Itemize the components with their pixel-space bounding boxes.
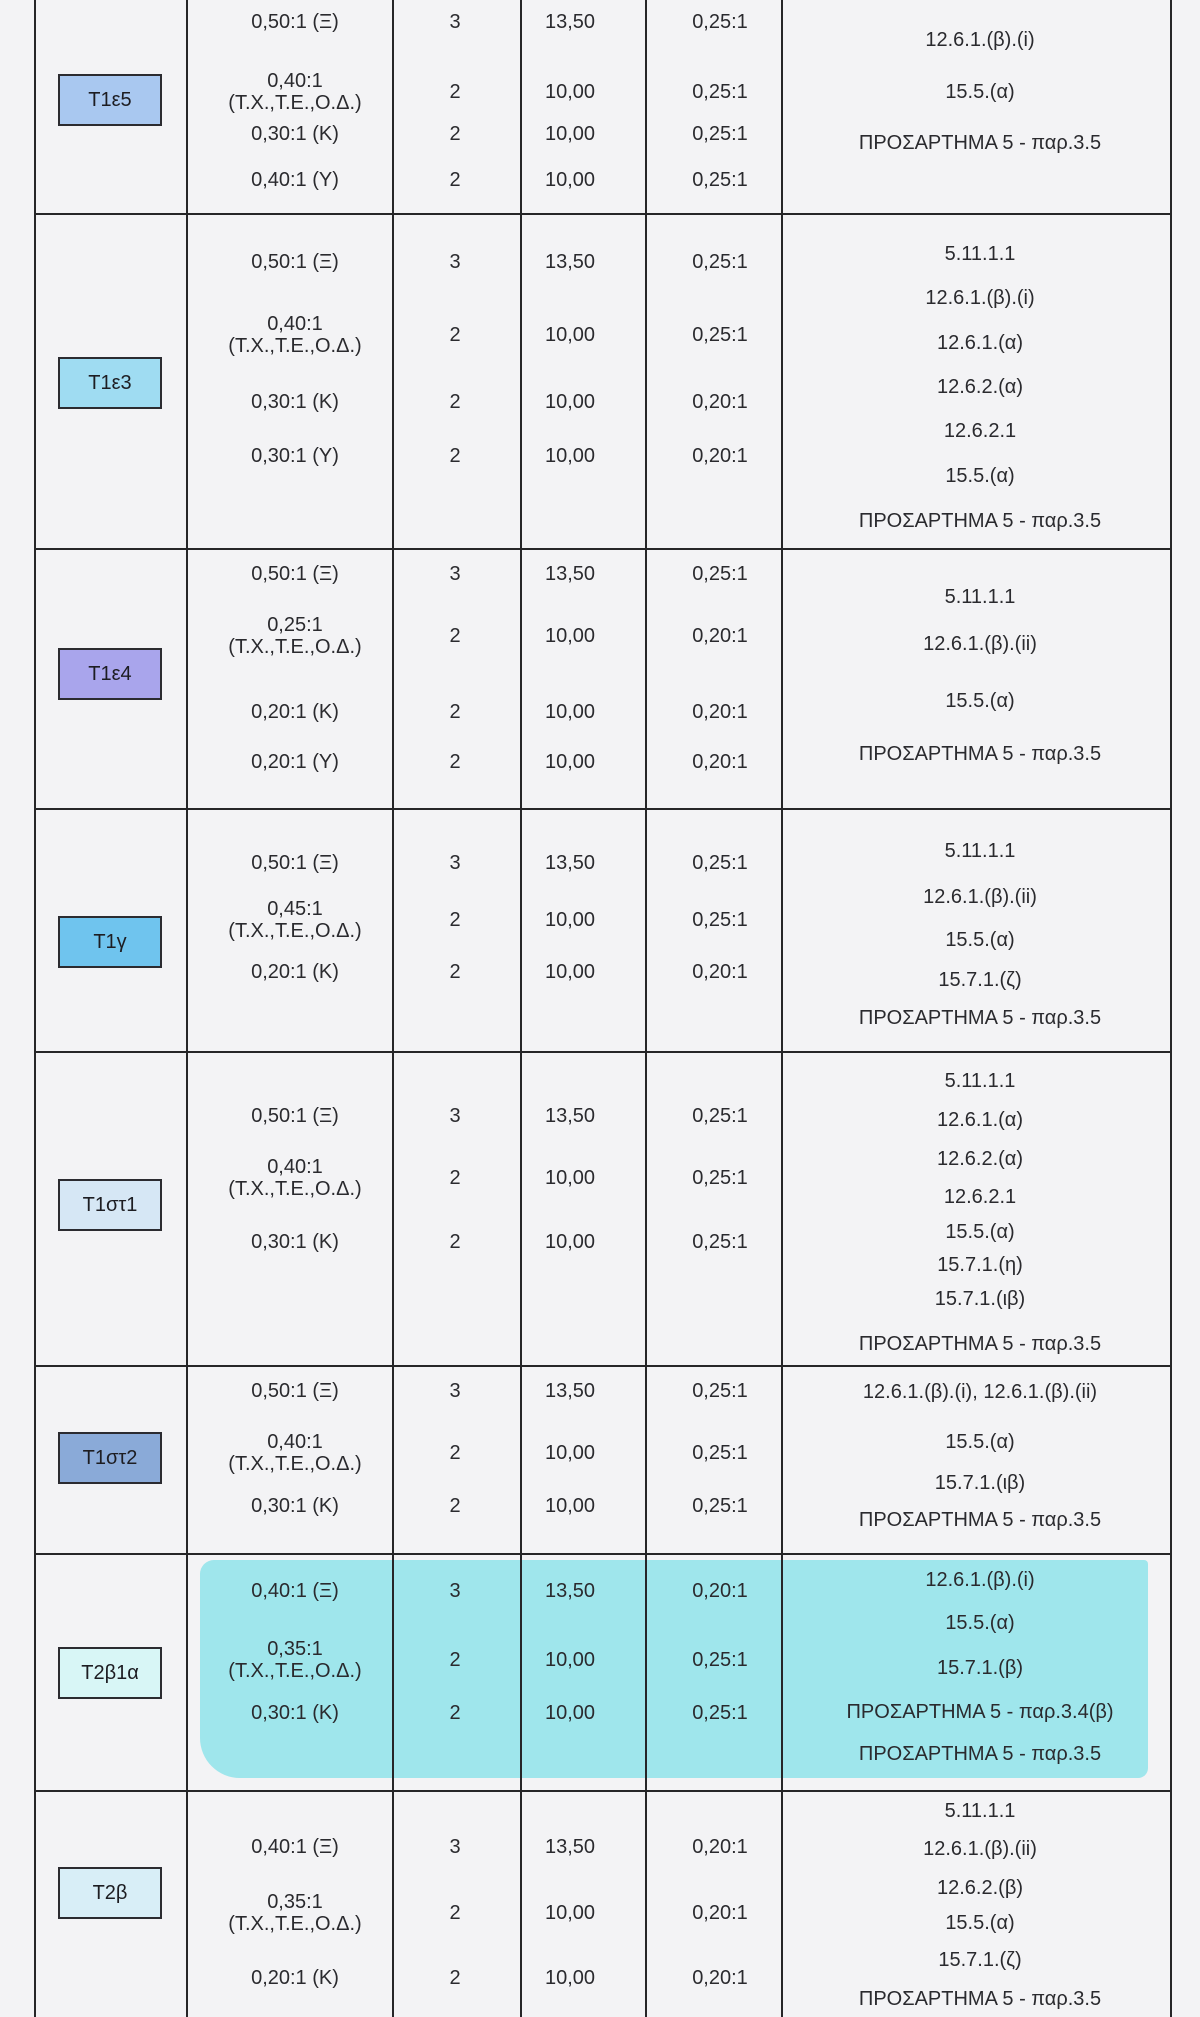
floors-value: 2: [449, 1902, 461, 1924]
coverage-value: 0,20:1: [692, 701, 748, 723]
reference-item: 5.11.1.1: [944, 586, 1016, 608]
coverage-value: 0,25:1: [692, 251, 748, 273]
ratio-value: 0,35:1: [267, 1891, 323, 1913]
ratio-note: (Τ.Χ.,Τ.Ε.,Ο.Δ.): [228, 335, 362, 357]
row-divider: [34, 548, 1172, 550]
reference-item: 12.6.1.(β).(ii): [923, 633, 1037, 655]
reference-item: 15.5.(α): [945, 929, 1015, 951]
reference-item: 12.6.2.1: [943, 420, 1017, 442]
reference-item: 12.6.1.(β).(i), 12.6.1.(β).(ii): [862, 1381, 1098, 1403]
zone-code-box: Τ1στ2: [58, 1432, 162, 1484]
reference-item: 12.6.2.(β): [937, 1877, 1023, 1899]
zone-code-box: Τ2β1α: [58, 1647, 162, 1699]
reference-item: 12.6.1.(α): [936, 1109, 1024, 1131]
height-value: 10,00: [544, 123, 596, 145]
reference-item: 5.11.1.1: [944, 243, 1016, 265]
ratio-value: 0,25:1: [267, 614, 323, 636]
ratio-value: 0,50:1 (Ξ): [251, 563, 339, 585]
coverage-value: 0,25:1: [692, 1495, 748, 1517]
coverage-value: 0,25:1: [692, 1702, 748, 1724]
floors-value: 2: [449, 324, 461, 346]
floors-value: 3: [449, 251, 461, 273]
height-value: 13,50: [544, 11, 596, 33]
floors-value: 2: [449, 169, 461, 191]
ratio-note: (Τ.Χ.,Τ.Ε.,Ο.Δ.): [228, 1178, 362, 1200]
height-value: 13,50: [544, 563, 596, 585]
reference-item: 15.7.1.(η): [937, 1254, 1023, 1276]
column-divider: [34, 0, 36, 2017]
row-divider: [34, 1553, 1172, 1555]
reference-item: 12.6.1.(β).(ii): [923, 886, 1037, 908]
ratio-note: (Τ.Χ.,Τ.Ε.,Ο.Δ.): [228, 1913, 362, 1935]
height-value: 10,00: [544, 961, 596, 983]
coverage-value: 0,25:1: [692, 1105, 748, 1127]
ratio-value: 0,30:1 (Κ): [251, 1702, 339, 1724]
reference-item: 5.11.1.1: [944, 1070, 1016, 1092]
reference-item: ΠΡΟΣΑΡΤΗΜΑ 5 - παρ.3.5: [858, 1007, 1102, 1029]
floors-value: 3: [449, 852, 461, 874]
reference-item: 15.5.(α): [945, 1221, 1015, 1243]
floors-value: 2: [449, 625, 461, 647]
reference-item: 12.6.2.1: [943, 1186, 1017, 1208]
coverage-value: 0,25:1: [692, 1231, 748, 1253]
row-divider: [34, 1790, 1172, 1792]
row-divider: [34, 1365, 1172, 1367]
reference-item: 12.6.1.(β).(i): [925, 29, 1035, 51]
height-value: 10,00: [544, 1702, 596, 1724]
reference-item: ΠΡΟΣΑΡΤΗΜΑ 5 - παρ.3.5: [858, 132, 1102, 154]
height-value: 10,00: [544, 701, 596, 723]
height-value: 10,00: [544, 391, 596, 413]
floors-value: 3: [449, 1105, 461, 1127]
reference-item: 15.5.(α): [945, 1431, 1015, 1453]
reference-item: ΠΡΟΣΑΡΤΗΜΑ 5 - παρ.3.4(β): [846, 1701, 1114, 1723]
reference-item: ΠΡΟΣΑΡΤΗΜΑ 5 - παρ.3.5: [858, 1743, 1102, 1765]
reference-item: 15.7.1.(ιβ): [934, 1288, 1026, 1310]
floors-value: 2: [449, 445, 461, 467]
coverage-value: 0,25:1: [692, 81, 748, 103]
floors-value: 2: [449, 1167, 461, 1189]
floors-value: 2: [449, 1967, 461, 1989]
reference-item: ΠΡΟΣΑΡΤΗΜΑ 5 - παρ.3.5: [858, 743, 1102, 765]
height-value: 10,00: [544, 1967, 596, 1989]
ratio-value: 0,20:1 (Κ): [251, 1967, 339, 1989]
reference-item: ΠΡΟΣΑΡΤΗΜΑ 5 - παρ.3.5: [858, 1333, 1102, 1355]
floors-value: 2: [449, 1649, 461, 1671]
reference-item: 12.6.2.(α): [936, 376, 1024, 398]
height-value: 10,00: [544, 81, 596, 103]
floors-value: 2: [449, 391, 461, 413]
reference-item: 15.7.1.(ζ): [938, 969, 1022, 991]
floors-value: 2: [449, 751, 461, 773]
ratio-value: 0,30:1 (Κ): [251, 391, 339, 413]
column-divider: [520, 0, 522, 2017]
coverage-value: 0,20:1: [692, 1580, 748, 1602]
ratio-value: 0,40:1: [267, 70, 323, 92]
coverage-value: 0,25:1: [692, 169, 748, 191]
height-value: 13,50: [544, 1380, 596, 1402]
floors-value: 2: [449, 961, 461, 983]
height-value: 13,50: [544, 251, 596, 273]
ratio-value: 0,40:1: [267, 1156, 323, 1178]
ratio-note: (Τ.Χ.,Τ.Ε.,Ο.Δ.): [228, 1453, 362, 1475]
ratio-value: 0,40:1 (Ξ): [251, 1580, 339, 1602]
coverage-value: 0,20:1: [692, 391, 748, 413]
floors-value: 2: [449, 1495, 461, 1517]
coverage-value: 0,25:1: [692, 852, 748, 874]
reference-item: 15.7.1.(ζ): [938, 1949, 1022, 1971]
coverage-value: 0,20:1: [692, 961, 748, 983]
ratio-value: 0,50:1 (Ξ): [251, 11, 339, 33]
zone-code-box: Τ1στ1: [58, 1179, 162, 1231]
floors-value: 2: [449, 701, 461, 723]
coverage-value: 0,20:1: [692, 1967, 748, 1989]
height-value: 10,00: [544, 1167, 596, 1189]
ratio-value: 0,30:1 (Κ): [251, 1495, 339, 1517]
coverage-value: 0,20:1: [692, 751, 748, 773]
floors-value: 3: [449, 1836, 461, 1858]
height-value: 13,50: [544, 1105, 596, 1127]
reference-item: 15.5.(α): [945, 81, 1015, 103]
reference-item: 12.6.1.(β).(ii): [923, 1838, 1037, 1860]
coverage-value: 0,25:1: [692, 1167, 748, 1189]
floors-value: 2: [449, 1442, 461, 1464]
height-value: 10,00: [544, 1902, 596, 1924]
height-value: 10,00: [544, 1649, 596, 1671]
floors-value: 2: [449, 909, 461, 931]
height-value: 13,50: [544, 852, 596, 874]
height-value: 13,50: [544, 1836, 596, 1858]
ratio-value: 0,30:1 (Κ): [251, 1231, 339, 1253]
height-value: 10,00: [544, 625, 596, 647]
ratio-value: 0,40:1: [267, 313, 323, 335]
ratio-value: 0,35:1: [267, 1638, 323, 1660]
ratio-note: (Τ.Χ.,Τ.Ε.,Ο.Δ.): [228, 920, 362, 942]
zone-code-box: Τ1ε5: [58, 74, 162, 126]
ratio-value: 0,50:1 (Ξ): [251, 1380, 339, 1402]
coverage-value: 0,25:1: [692, 11, 748, 33]
coverage-value: 0,20:1: [692, 1902, 748, 1924]
zone-code-box: Τ2β: [58, 1867, 162, 1919]
ratio-value: 0,45:1: [267, 898, 323, 920]
coverage-value: 0,25:1: [692, 324, 748, 346]
reference-item: 12.6.1.(β).(i): [925, 1569, 1035, 1591]
height-value: 10,00: [544, 751, 596, 773]
coverage-value: 0,25:1: [692, 123, 748, 145]
column-divider: [1170, 0, 1172, 2017]
reference-item: 15.7.1.(ιβ): [934, 1472, 1026, 1494]
ratio-note: (Τ.Χ.,Τ.Ε.,Ο.Δ.): [228, 1660, 362, 1682]
reference-item: 15.5.(α): [945, 1612, 1015, 1634]
coverage-value: 0,20:1: [692, 445, 748, 467]
floors-value: 3: [449, 1580, 461, 1602]
reference-item: 12.6.1.(α): [936, 332, 1024, 354]
floors-value: 2: [449, 1231, 461, 1253]
coverage-value: 0,20:1: [692, 1836, 748, 1858]
column-divider: [781, 0, 783, 2017]
height-value: 10,00: [544, 1442, 596, 1464]
ratio-value: 0,20:1 (Κ): [251, 701, 339, 723]
reference-item: 15.5.(α): [945, 465, 1015, 487]
reference-item: ΠΡΟΣΑΡΤΗΜΑ 5 - παρ.3.5: [858, 1988, 1102, 2010]
row-divider: [34, 213, 1172, 215]
coverage-value: 0,25:1: [692, 909, 748, 931]
reference-item: ΠΡΟΣΑΡΤΗΜΑ 5 - παρ.3.5: [858, 510, 1102, 532]
height-value: 10,00: [544, 324, 596, 346]
reference-item: 12.6.1.(β).(i): [925, 287, 1035, 309]
coverage-value: 0,20:1: [692, 625, 748, 647]
ratio-value: 0,50:1 (Ξ): [251, 1105, 339, 1127]
zone-code-box: Τ1γ: [58, 916, 162, 968]
zone-code-box: Τ1ε4: [58, 648, 162, 700]
reference-item: 12.6.2.(α): [936, 1148, 1024, 1170]
ratio-value: 0,40:1: [267, 1431, 323, 1453]
floors-value: 2: [449, 1702, 461, 1724]
ratio-value: 0,30:1 (Υ): [251, 445, 339, 467]
coverage-value: 0,25:1: [692, 563, 748, 585]
coverage-value: 0,25:1: [692, 1649, 748, 1671]
floors-value: 3: [449, 11, 461, 33]
coverage-value: 0,25:1: [692, 1380, 748, 1402]
column-divider: [186, 0, 188, 2017]
ratio-value: 0,20:1 (Υ): [251, 751, 339, 773]
floors-value: 2: [449, 81, 461, 103]
height-value: 13,50: [544, 1580, 596, 1602]
reference-item: 5.11.1.1: [944, 840, 1016, 862]
floors-value: 3: [449, 563, 461, 585]
ratio-value: 0,40:1 (Υ): [251, 169, 339, 191]
ratio-value: 0,30:1 (Κ): [251, 123, 339, 145]
reference-item: ΠΡΟΣΑΡΤΗΜΑ 5 - παρ.3.5: [858, 1509, 1102, 1531]
ratio-value: 0,40:1 (Ξ): [251, 1836, 339, 1858]
ratio-value: 0,50:1 (Ξ): [251, 852, 339, 874]
height-value: 10,00: [544, 445, 596, 467]
ratio-value: 0,50:1 (Ξ): [251, 251, 339, 273]
reference-item: 15.5.(α): [945, 690, 1015, 712]
reference-item: 15.7.1.(β): [937, 1657, 1023, 1679]
row-divider: [34, 1051, 1172, 1053]
height-value: 10,00: [544, 909, 596, 931]
reference-item: 5.11.1.1: [944, 1800, 1016, 1822]
ratio-value: 0,20:1 (Κ): [251, 961, 339, 983]
reference-item: 15.5.(α): [945, 1912, 1015, 1934]
zone-code-box: Τ1ε3: [58, 357, 162, 409]
height-value: 10,00: [544, 1231, 596, 1253]
ratio-note: (Τ.Χ.,Τ.Ε.,Ο.Δ.): [228, 636, 362, 658]
coverage-value: 0,25:1: [692, 1442, 748, 1464]
ratio-note: (Τ.Χ.,Τ.Ε.,Ο.Δ.): [228, 92, 362, 114]
height-value: 10,00: [544, 1495, 596, 1517]
floors-value: 3: [449, 1380, 461, 1402]
column-divider: [645, 0, 647, 2017]
height-value: 10,00: [544, 169, 596, 191]
row-divider: [34, 808, 1172, 810]
floors-value: 2: [449, 123, 461, 145]
